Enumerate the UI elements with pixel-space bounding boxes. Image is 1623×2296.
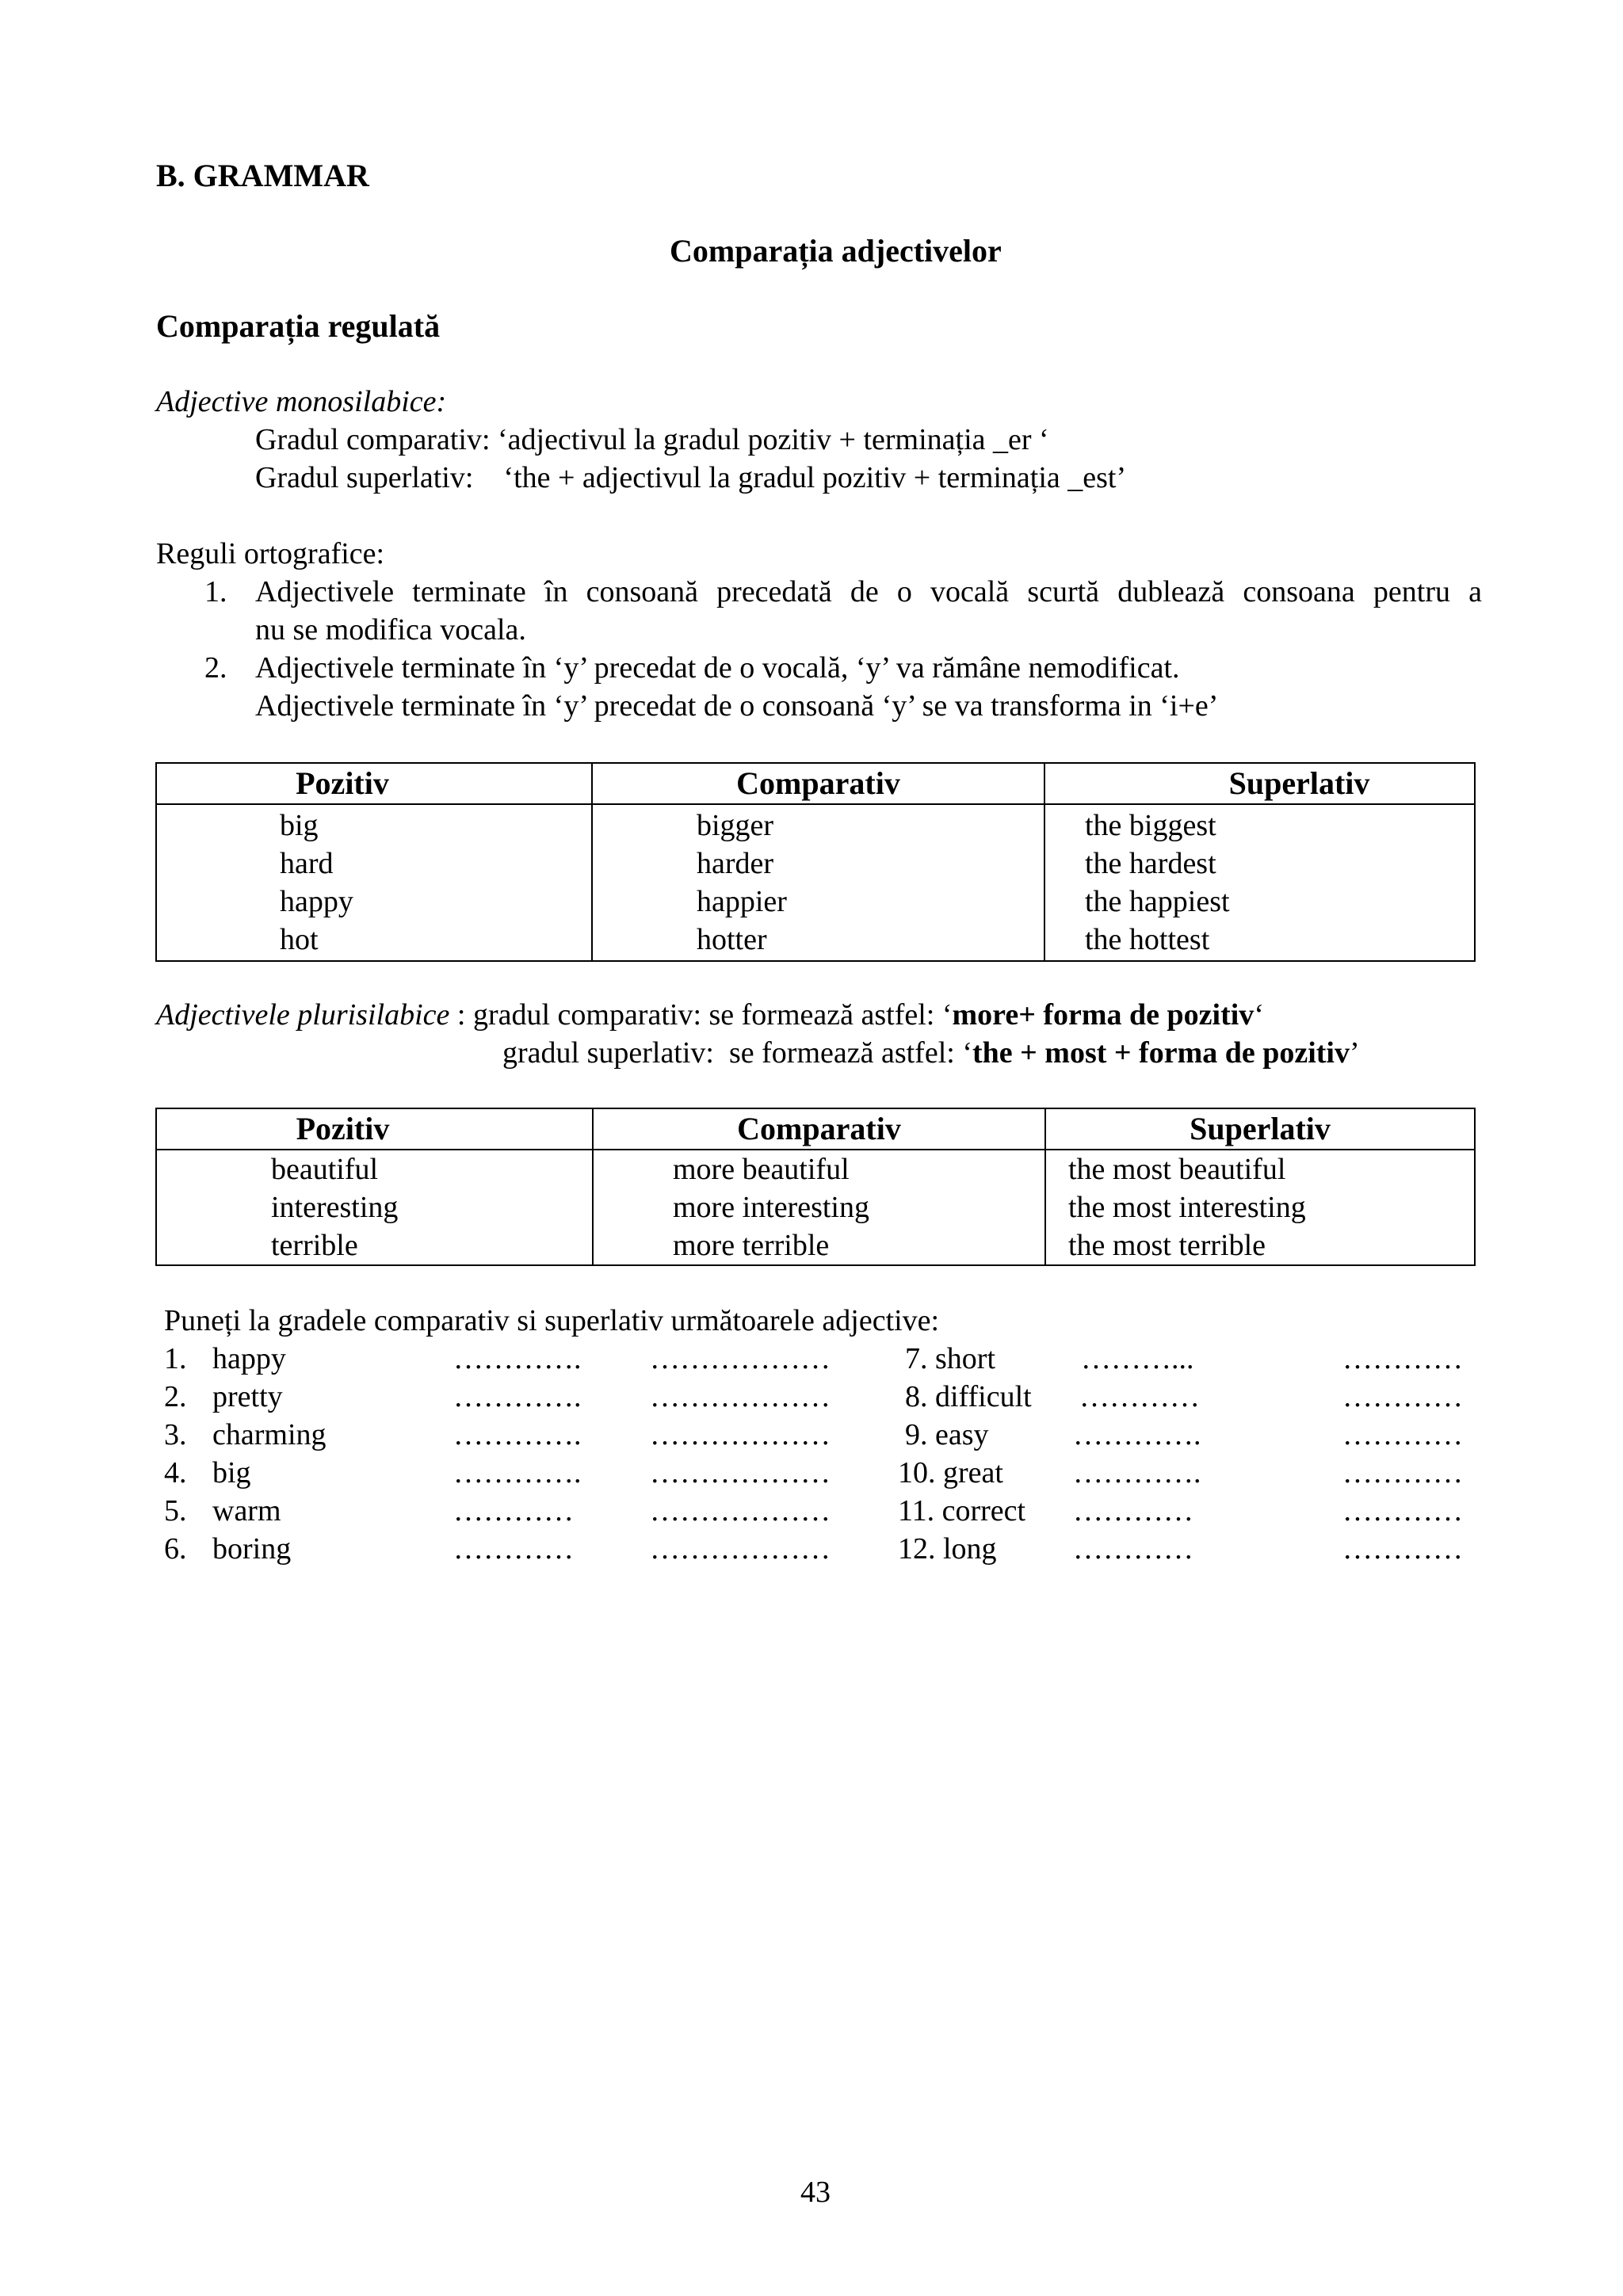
item-number: 3. (164, 1418, 187, 1451)
header-comparativ: Comparativ (593, 1108, 1045, 1150)
blank-superlative[interactable]: ………… (1342, 1494, 1463, 1527)
item-word: boring (212, 1532, 292, 1566)
item-number: 5. (164, 1494, 187, 1527)
blank-superlative[interactable]: ……………… (650, 1456, 831, 1489)
blank-superlative[interactable]: ……………… (650, 1418, 831, 1451)
blank-comparative[interactable]: …………. (453, 1418, 582, 1451)
header-pozitiv: Pozitiv (156, 763, 592, 804)
item-word: charming (212, 1418, 327, 1451)
item-number: 2. (164, 1380, 187, 1413)
polysyllabic-superlative-line (502, 1038, 1360, 1068)
header-superlativ: Superlativ (1045, 1108, 1475, 1150)
quote-end: ‘ (1254, 998, 1264, 1032)
rule-1-number: 1. (204, 575, 227, 608)
item-number: 4. (164, 1456, 187, 1489)
list-item: hot (280, 923, 319, 956)
superlative-formula: the + most + forma de pozitiv (972, 1036, 1350, 1070)
column-superlative (1044, 804, 1475, 961)
separator: : (449, 998, 473, 1032)
item-word: 7. short (905, 1342, 995, 1375)
column-positive (156, 1150, 593, 1265)
list-item: the happiest (1085, 885, 1230, 918)
item-word: 12. long (898, 1532, 997, 1566)
blank-comparative[interactable]: ………... (1081, 1342, 1194, 1375)
list-item: terrible (271, 1229, 358, 1262)
item-number: 1. (164, 1342, 187, 1375)
list-item: hotter (697, 923, 767, 956)
blank-comparative[interactable]: …………. (453, 1456, 582, 1489)
quote-end: ’ (1350, 1036, 1360, 1070)
monosyllabic-superlative-rule: Gradul superlativ: ‘the + adjectivul la gradul pozitiv + terminația _est’ (255, 461, 1127, 494)
superlative-text: gradul superlativ: se formează astfel: ‘ (502, 1036, 972, 1070)
item-word: 9. easy (905, 1418, 989, 1451)
column-superlative (1045, 1150, 1475, 1265)
list-item: the most terrible (1068, 1229, 1266, 1262)
polysyllabic-comparative-line (156, 1000, 1264, 1030)
rule-1-line-2: nu se modifica vocala. (255, 613, 526, 646)
list-item: interesting (271, 1191, 399, 1224)
column-comparative (592, 804, 1044, 961)
list-item (164, 1344, 187, 1374)
exercise-instruction: Puneți la gradele comparativ si superlativ următoarele adjective: (164, 1304, 940, 1337)
rule-2-line-2: Adjectivele terminate în ‘y’ precedat de o consoană ‘y’ se va transforma in ‘i+e’ (255, 689, 1219, 723)
blank-superlative[interactable]: ………… (1342, 1532, 1463, 1566)
item-word: 8. difficult (905, 1380, 1032, 1413)
blank-superlative[interactable]: ………… (1342, 1456, 1463, 1489)
list-item: happy (280, 885, 353, 918)
list-item: bigger (697, 809, 774, 842)
main-title: Comparația adjectivelor (670, 233, 1002, 269)
blank-comparative[interactable]: ………… (1073, 1532, 1193, 1566)
list-item (164, 1420, 187, 1450)
list-item: the most interesting (1068, 1191, 1306, 1224)
blank-superlative[interactable]: ……………… (650, 1380, 831, 1413)
list-item: hard (280, 847, 334, 880)
blank-superlative[interactable]: ……………… (650, 1532, 831, 1566)
list-item: more terrible (673, 1229, 830, 1262)
list-item: happier (697, 885, 787, 918)
section-title: B. GRAMMAR (156, 158, 369, 193)
list-item: more beautiful (673, 1153, 850, 1186)
table-header-row (156, 1108, 1475, 1150)
page-number: 43 (800, 2176, 831, 2209)
header-superlativ: Superlativ (1044, 763, 1475, 804)
column-comparative (593, 1150, 1045, 1265)
monosyllabic-comparative-rule: Gradul comparativ: ‘adjectivul la gradul pozitiv + terminația _er ‘ (255, 423, 1049, 456)
monosyllabic-label: Adjective monosilabice: (156, 385, 447, 418)
blank-superlative[interactable]: ………… (1342, 1380, 1463, 1413)
header-comparativ: Comparativ (592, 763, 1044, 804)
table-header-row (156, 763, 1475, 804)
blank-comparative[interactable]: ………… (1073, 1494, 1193, 1527)
list-item: the most beautiful (1068, 1153, 1286, 1186)
list-item (164, 1496, 187, 1526)
list-item: harder (697, 847, 774, 880)
list-item (164, 1534, 187, 1564)
table-monosyllabic (155, 762, 1476, 962)
blank-comparative[interactable]: ………… (453, 1532, 574, 1566)
list-item (164, 1458, 187, 1488)
list-item: the hardest (1085, 847, 1216, 880)
header-pozitiv: Pozitiv (156, 1108, 593, 1150)
comparative-text: gradul comparativ: se formează astfel: ‘ (472, 998, 953, 1032)
blank-superlative[interactable]: ……………… (650, 1494, 831, 1527)
item-word: 11. correct (898, 1494, 1026, 1527)
blank-comparative[interactable]: …………. (1073, 1456, 1201, 1489)
rule-2-number: 2. (204, 651, 227, 685)
blank-comparative[interactable]: …………. (1073, 1418, 1201, 1451)
blank-comparative[interactable]: ………… (453, 1494, 574, 1527)
item-number: 6. (164, 1532, 187, 1566)
blank-comparative[interactable]: …………. (453, 1380, 582, 1413)
rule-1-line-1: Adjectivele terminate în consoană precedată de o vocală scurtă dublează consoana pentru a (255, 575, 1482, 608)
rule-2-line-1: Adjectivele terminate în ‘y’ precedat de o vocală, ‘y’ va rămâne nemodificat. (255, 651, 1180, 685)
comparative-formula: more+ forma de pozitiv (952, 998, 1254, 1032)
table-body-row (156, 1150, 1475, 1265)
column-positive (156, 804, 592, 961)
item-word: warm (212, 1494, 281, 1527)
item-word: happy (212, 1342, 286, 1375)
subtitle: Comparația regulată (156, 308, 441, 344)
blank-comparative[interactable]: …………. (453, 1342, 582, 1375)
spelling-rules-label: Reguli ortografice: (156, 537, 385, 570)
list-item: beautiful (271, 1153, 379, 1186)
list-item: the biggest (1085, 809, 1216, 842)
table-polysyllabic (155, 1108, 1476, 1266)
list-item: the hottest (1085, 923, 1210, 956)
blank-comparative[interactable]: ………… (1079, 1380, 1200, 1413)
list-item: big (280, 809, 319, 842)
list-item: more interesting (673, 1191, 869, 1224)
item-word: 10. great (898, 1456, 1003, 1489)
blank-superlative[interactable]: ……………… (650, 1342, 831, 1375)
polysyllabic-label: Adjectivele plurisilabice (156, 998, 450, 1032)
table-body-row (156, 804, 1475, 961)
list-item (164, 1382, 187, 1412)
blank-superlative[interactable]: ………… (1342, 1418, 1463, 1451)
blank-superlative[interactable]: ………… (1342, 1342, 1463, 1375)
item-word: big (212, 1456, 251, 1489)
item-word: pretty (212, 1380, 283, 1413)
